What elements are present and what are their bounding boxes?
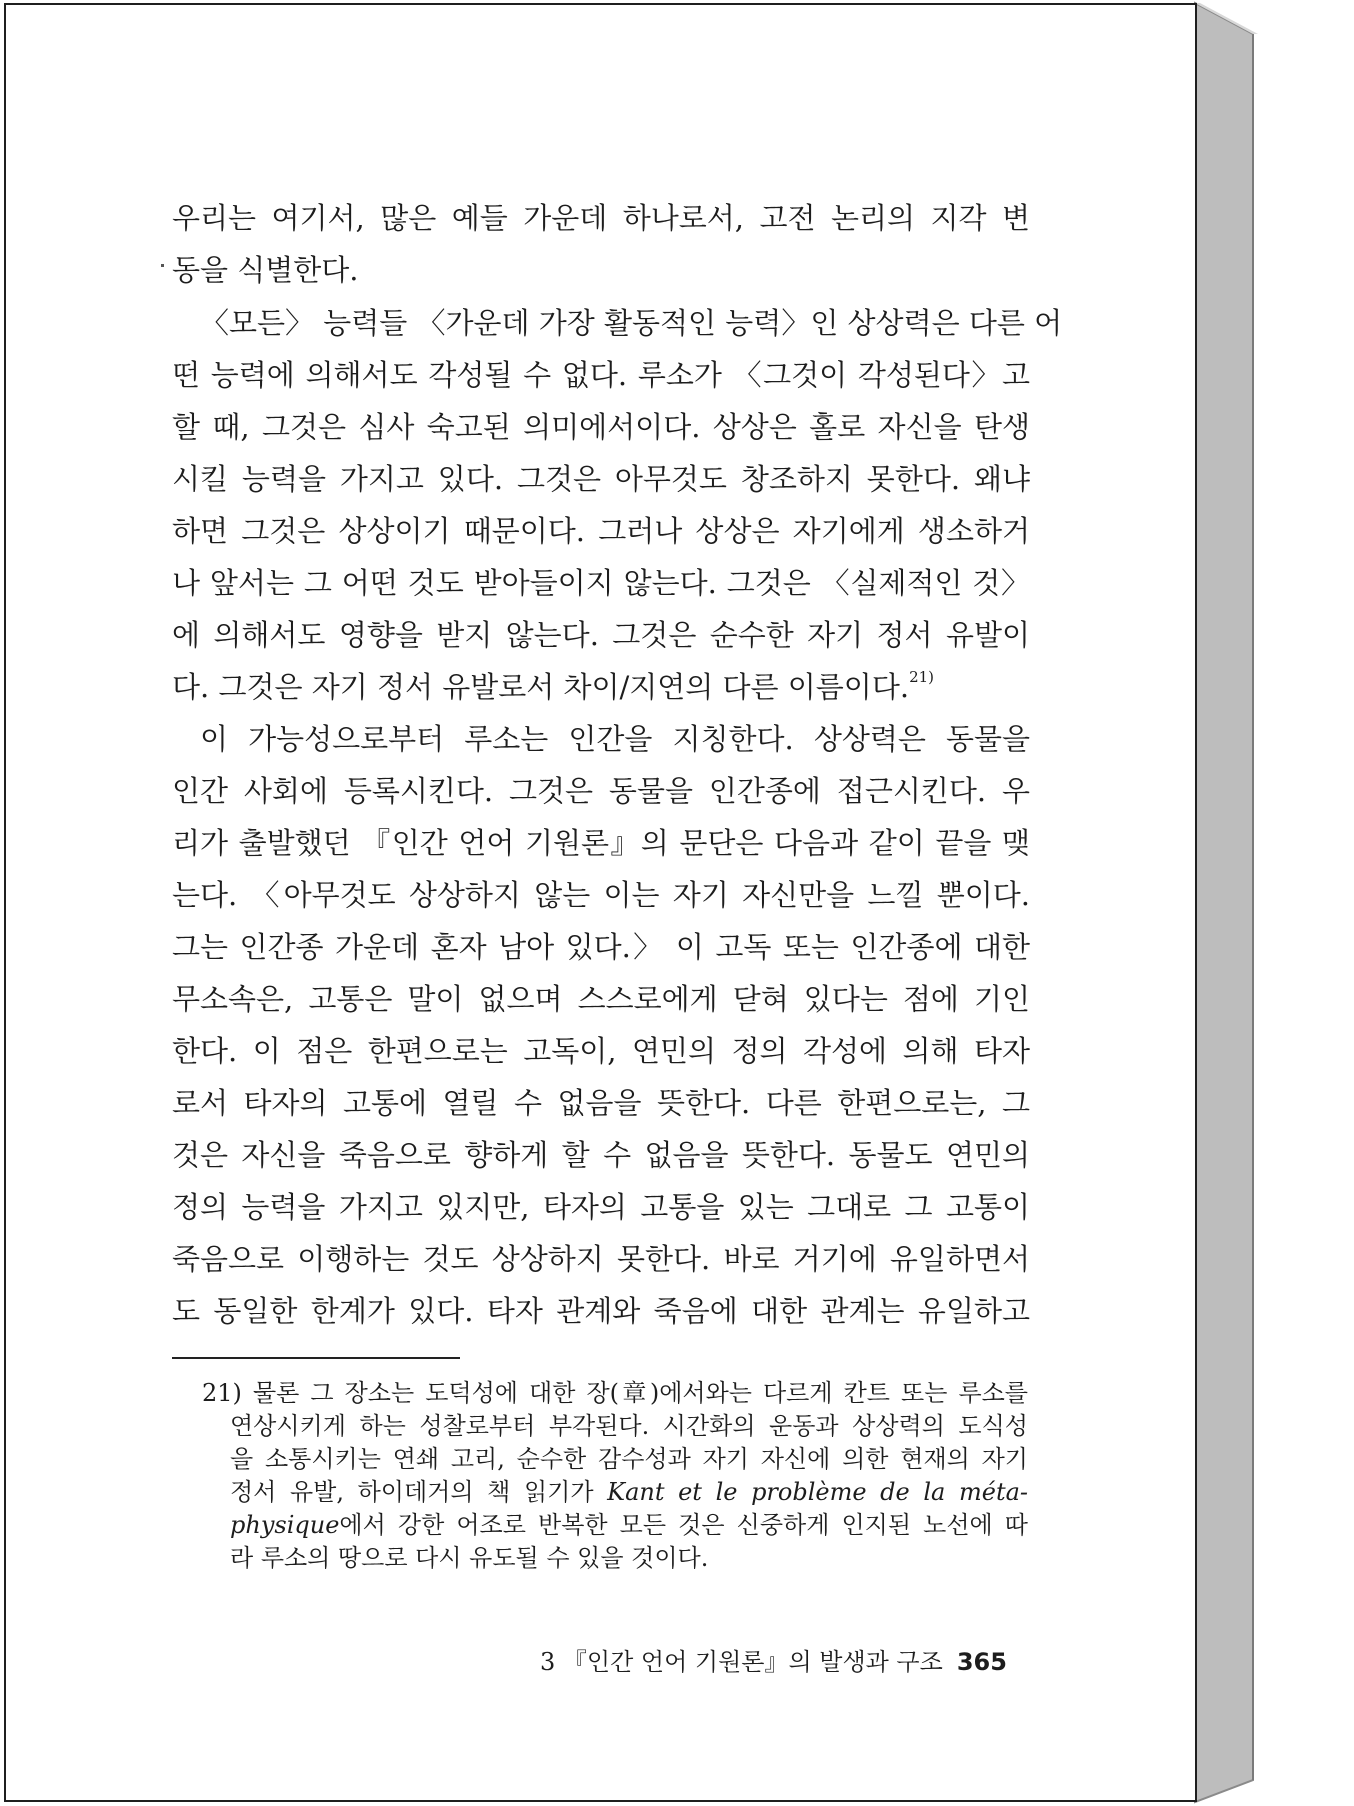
text-line: 죽음으로 이행하는 것도 상상하지 못한다. 바로 거기에 유일하면서 <box>172 1242 1030 1276</box>
text-line: 하면 그것은 상상이기 때문이다. 그러나 상상은 자기에게 생소하거 <box>172 514 1030 548</box>
text-line: 시킬 능력을 가지고 있다. 그것은 아무것도 창조하지 못한다. 왜냐 <box>172 462 1030 496</box>
text-line: 에 의해서도 영향을 받지 않는다. 그것은 순수한 자기 정서 유발이 <box>172 618 1030 652</box>
chapter-title: 3 『인간 언어 기원론』의 발생과 구조 <box>540 1648 943 1676</box>
text-line: 떤 능력에 의해서도 각성될 수 없다. 루소가 〈그것이 각성된다〉고 <box>172 358 1030 392</box>
text-line: 도 동일한 한계가 있다. 타자 관계와 죽음에 대한 관계는 유일하고 <box>172 1294 1030 1328</box>
text-line: 할 때, 그것은 심사 숙고된 의미에서이다. 상상은 홀로 자신을 탄생 <box>172 410 1030 444</box>
page-number: 365 <box>956 1648 1007 1676</box>
footnote-reference: 21) <box>909 668 935 687</box>
text-line: 는다. 〈아무것도 상상하지 않는 이는 자기 자신만을 느낄 뿐이다. <box>172 878 1030 912</box>
footnote-divider <box>172 1357 460 1359</box>
text-line: 리가 출발했던 『인간 언어 기원론』의 문단은 다음과 같이 끝을 맺 <box>172 826 1030 860</box>
text-line: 정의 능력을 가지고 있지만, 타자의 고통을 있는 그대로 그 고통이 <box>172 1190 1030 1224</box>
footnote-line <box>230 1510 1028 1540</box>
running-footer <box>540 1645 1028 1679</box>
text-line: 것은 자신을 죽음으로 향하게 할 수 없음을 뜻한다. 동물도 연민의 <box>172 1138 1030 1172</box>
footnote-line: 연상시키게 하는 성찰로부터 부각된다. 시간화의 운동과 상상력의 도식성 <box>230 1412 1028 1440</box>
footnote-text: 에서 강한 어조로 반복한 모든 것은 신중하게 인지된 노선에 따 <box>339 1511 1028 1539</box>
text-line: 〈모든〉 능력들 〈가운데 가장 활동적인 능력〉인 상상력은 다른 어 <box>200 306 1063 340</box>
text-line: 우리는 여기서, 많은 예들 가운데 하나로서, 고전 논리의 지각 변 <box>172 201 1030 235</box>
scan-speck <box>161 264 164 267</box>
text-line: 동을 식별한다. <box>172 253 359 287</box>
text-line: 한다. 이 점은 한편으로는 고독이, 연민의 정의 각성에 의해 타자 <box>172 1034 1030 1068</box>
footnote-line: 21) 물론 그 장소는 도덕성에 대한 장(章)에서와는 다르게 칸트 또는 루소를 <box>202 1379 1028 1407</box>
footnote-line <box>230 1477 1028 1507</box>
text-line-content: 다. 그것은 자기 정서 유발로서 차이/지연의 다른 이름이다. <box>172 670 910 704</box>
footnote-line: 라 루소의 땅으로 다시 유도될 수 있을 것이다. <box>230 1544 709 1572</box>
footnote-text: 정서 유발, 하이데거의 책 읽기가 <box>230 1478 608 1506</box>
book-title-italic: Kant et le problème de la méta- <box>607 1478 1029 1506</box>
text-line <box>172 669 1030 705</box>
book-title-italic: physique <box>230 1511 340 1539</box>
text-line: 그는 인간종 가운데 혼자 남아 있다.〉 이 고독 또는 인간종에 대한 <box>172 930 1030 964</box>
text-line: 로서 타자의 고통에 열릴 수 없음을 뜻한다. 다른 한편으로는, 그 <box>172 1086 1030 1120</box>
text-line: 인간 사회에 등록시킨다. 그것은 동물을 인간종에 접근시킨다. 우 <box>172 774 1030 808</box>
footnote-line: 을 소통시키는 연쇄 고리, 순수한 감수성과 자기 자신에 의한 현재의 자기 <box>230 1445 1028 1473</box>
text-line: 이 가능성으로부터 루소는 인간을 지칭한다. 상상력은 동물을 <box>200 722 1030 756</box>
text-line: 나 앞서는 그 어떤 것도 받아들이지 않는다. 그것은 〈실제적인 것〉 <box>172 566 1030 600</box>
text-line: 무소속은, 고통은 말이 없으며 스스로에게 닫혀 있다는 점에 기인 <box>172 982 1030 1016</box>
